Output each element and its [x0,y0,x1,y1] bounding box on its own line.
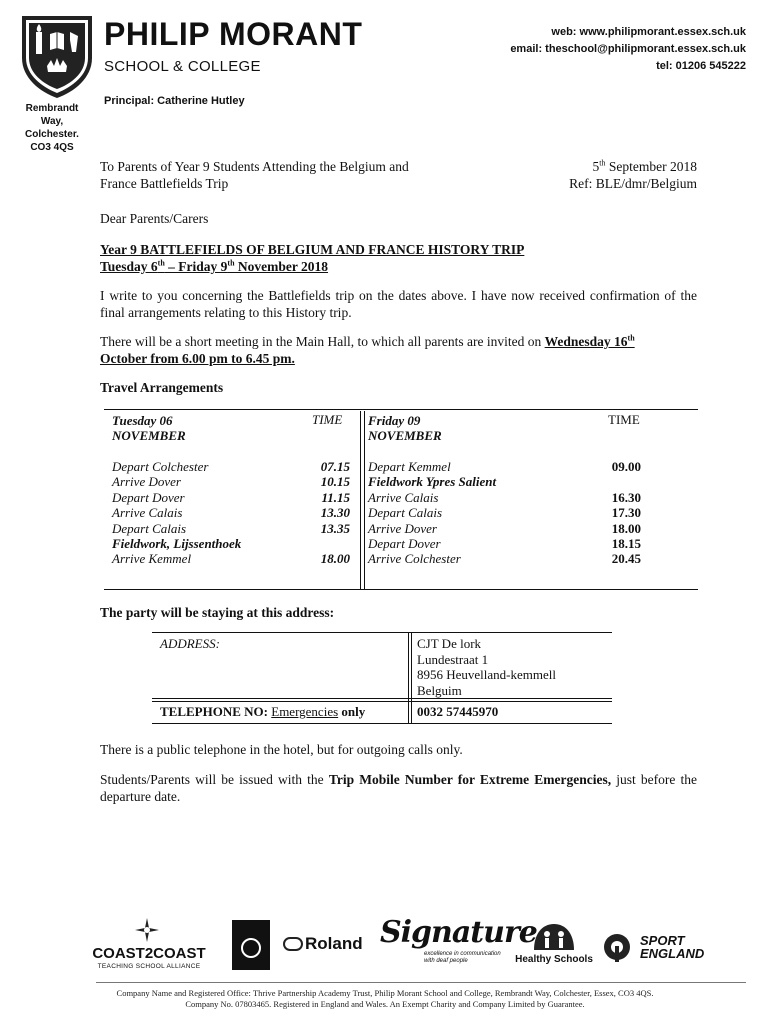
schedule-row [368,490,641,505]
footer-line-1: Company Name and Registered Office: Thrive Partnership Academy Trust, Philip Morant School and College, Rembrandt Way, Colchester, Essex, CO3 4QS. [116,988,654,998]
schedule-time: 18.00 [611,520,641,536]
right-day-title: Friday 09 NOVEMBER [368,413,442,444]
address-table [152,632,612,724]
travel-heading: Travel Arrangements [100,380,224,395]
schedule-time: 18.00 [320,551,350,567]
schedule-time [590,474,641,489]
schedule-time: 10.15 [320,474,350,490]
schedule-time [306,536,350,551]
schedule-time: 07.15 [320,459,350,474]
schedule-time: 13.35 [320,520,350,536]
schedule-row [112,459,350,474]
footer-line-2: Company No. 07803465. Registered in England and Wales. An Exempt Charity and Company Limited by Guarantee. [185,999,585,1009]
left-schedule [112,459,350,567]
schedule-place: Fieldwork, Lijssenthoek [112,536,242,552]
heading-line-1: Year 9 BATTLEFIELDS OF BELGIUM AND FRANCE HISTORY TRIP [100,242,525,257]
hotel-address [417,636,556,698]
schedule-row [112,490,350,505]
letter-date: 5th September 2018 [592,158,697,174]
school-subtitle: SCHOOL & COLLEGE [104,58,261,75]
address-line: CO3 4QS [30,142,74,153]
schedule-row [112,505,350,520]
address-label: ADDRESS: [160,636,220,651]
school-address [14,102,90,154]
schedule-time: 18.15 [611,536,641,552]
schedule-place: Arrive Calais [368,489,439,505]
travel-table [104,409,698,590]
salutation: Dear Parents/Carers [100,211,209,226]
school-name: PHILIP MORANT [104,16,363,52]
address-line: Colchester. [25,129,79,140]
telephone: tel: 01206 545222 [656,60,746,72]
date-ref [569,158,697,192]
schedule-place: Depart Colchester [112,459,209,474]
paragraph-meeting: There will be a short meeting in the Main Hall, to which all parents are invited on Wednesday 16th October from 6.00 pm to 6.45 pm. [100,333,635,366]
addressee-line: France Battlefields Trip [100,176,229,191]
email-address[interactable]: email: theschool@philipmorant.essex.sch.uk [510,43,746,55]
schedule-time: 17.30 [611,505,641,521]
hotel-address-line: Belguim [417,682,462,698]
schedule-place: Arrive Dover [112,474,181,490]
addressee-line: To Parents of Year 9 Students Attending the Belgium and [100,159,409,174]
schedule-place: Fieldwork Ypres Salient [368,474,497,490]
schedule-row [368,521,641,536]
schedule-row [112,551,350,566]
paragraph-intro: I write to you concerning the Battlefields trip on the dates above. I have now received confirmation of the final arrangements relating to this History trip. [100,288,697,320]
coast2coast-logo: COAST2COAST TEACHING SCHOOL ALLIANCE [84,915,214,971]
paragraph-mobile: Students/Parents will be issued with the Trip Mobile Number for Extreme Emergencies, just before the departure date. [100,772,697,804]
schedule-row [112,474,350,489]
school-crest [20,14,94,100]
schedule-place: Depart Dover [368,536,441,552]
sport-england-logo: SPORT ENGLAND [602,930,712,966]
address-line: Rembrandt Way, [25,103,79,127]
telephone-label: TELEPHONE NO: Emergencies only [160,704,366,719]
schedule-row [368,474,641,489]
footer-rule [96,982,746,983]
healthy-schools-logo: Healthy Schools [512,922,596,968]
schedule-time: 11.15 [321,489,350,505]
left-time-header: TIME [312,412,343,427]
schedule-time: 16.30 [611,489,641,505]
schedule-time: 20.45 [611,551,641,567]
left-day-title: Tuesday 06 NOVEMBER [112,413,186,444]
schedule-place: Depart Dover [112,489,185,505]
party-heading: The party will be staying at this address: [100,605,335,620]
schedule-time: 09.00 [611,459,641,474]
schedule-row [368,551,641,566]
schedule-row [368,505,641,520]
schedule-row [368,536,641,551]
schedule-row [112,536,350,551]
hotel-address-line: 8956 Heuvelland-kemmell [417,667,556,682]
schedule-place: Arrive Colchester [368,551,461,567]
schedule-row [112,521,350,536]
contact-block [510,24,746,75]
heading-line-2: Tuesday 6th – Friday 9th November 2018 [100,258,329,274]
footer [40,988,730,1010]
schedule-place: Depart Calais [112,520,187,536]
addressee [100,158,409,192]
principal-name: Principal: Catherine Hutley [104,95,245,107]
letter-heading [100,241,524,275]
web-address[interactable]: web: www.philipmorant.essex.sch.uk [551,26,746,38]
schedule-place: Arrive Dover [368,520,437,536]
telephone-number: 0032 57445970 [417,704,499,719]
hotel-address-line: CJT De lork [417,636,482,651]
signature-logo: Signature excellence in communication with deaf people [380,915,537,964]
right-schedule [368,459,641,567]
schedule-time: 13.30 [320,505,350,521]
letter-ref: Ref: BLE/dmr/Belgium [569,176,697,191]
right-time-header: TIME [608,412,640,427]
hotel-address-line: Lundestraat 1 [417,651,489,667]
roland-logo: Roland [283,934,371,956]
schedule-row [368,459,641,474]
schedule-place: Arrive Calais [112,505,183,521]
partner-badge-logo [232,920,270,970]
schedule-place: Arrive Kemmel [112,551,192,567]
schedule-place: Depart Kemmel [368,459,451,474]
schedule-place: Depart Calais [368,505,443,521]
paragraph-telephone: There is a public telephone in the hotel, but for outgoing calls only. [100,742,463,757]
